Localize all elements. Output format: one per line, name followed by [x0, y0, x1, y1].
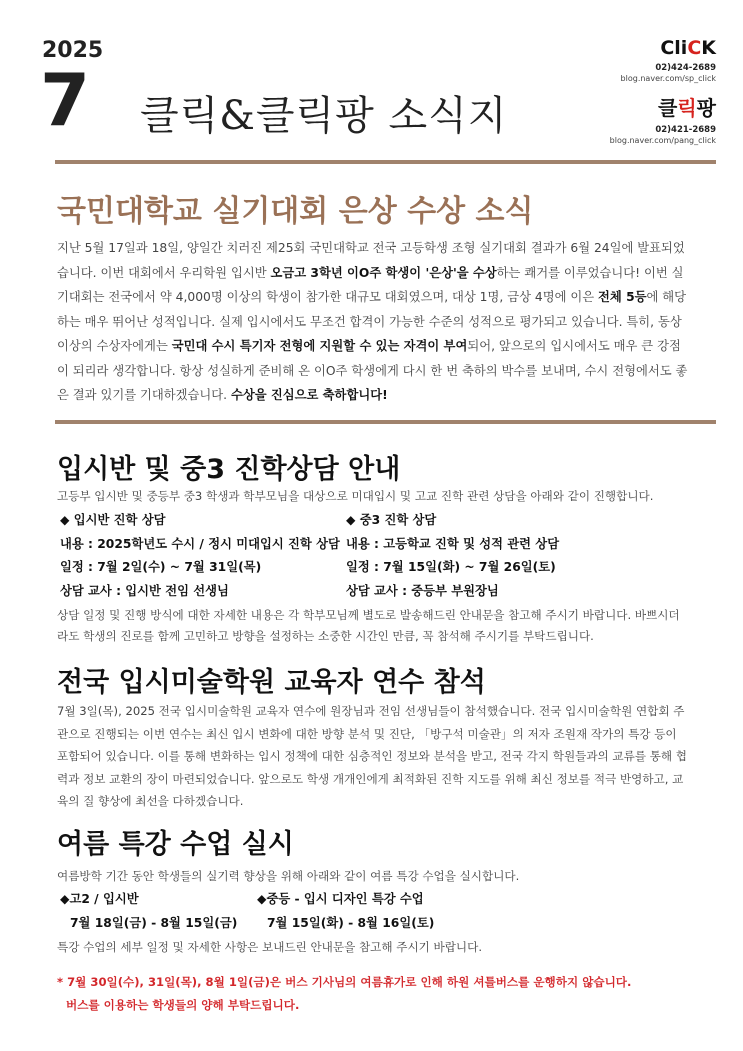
section-title-award: 국민대학교 실기대회 은상 수상 소식 — [57, 194, 534, 229]
counsel-left-schedule: 일정 : 7월 2일(수) ~ 7월 31일(목) — [60, 560, 262, 574]
pang-logo: 클릭팡 — [658, 96, 716, 120]
counsel-left — [60, 509, 340, 603]
year: 2025 — [42, 38, 104, 63]
click-blog-link[interactable]: blog.naver.com/sp_click — [620, 74, 716, 83]
section-title-counsel: 입시반 및 중3 진학상담 안내 — [57, 454, 401, 485]
click-logo: CliCK — [660, 37, 716, 59]
bus-notice-line2: 버스를 이용하는 학생들의 양해 부탁드립니다. — [66, 998, 300, 1012]
counsel-left-heading: ◆ 입시반 진학 상담 — [60, 513, 166, 527]
counsel-right-heading: ◆ 중3 진학 상담 — [346, 513, 437, 527]
bus-notice — [57, 971, 631, 1017]
summer-note: 특강 수업의 세부 일정 및 자세한 사항은 보내드린 안내문을 참고해 주시기 바랍니다. — [57, 940, 483, 954]
counsel-right-content: 내용 : 고등학교 진학 및 성적 관련 상담 — [346, 536, 560, 551]
newsletter-title: 클릭&클릭팡 소식지 — [140, 93, 508, 139]
counsel-note: 상담 일정 및 진행 방식에 대한 자세한 내용은 각 학부모님께 별도로 발송해드린 안내문을 참고해 주시기 바랍니다. 바쁘시더라도 학생의 진로를 함께 고민하고 방향을 설정하는 소중한 시간인 만큼, 꼭 참석해 주시기를 부탁드립니다. — [57, 608, 680, 643]
pang-phone: 02)421-2689 — [655, 125, 716, 135]
training-paragraph: 7월 3일(목), 2025 전국 입시미술학원 교육자 연수에 원장님과 전임 선생님들이 참석했습니다. 전국 입시미술학원 연합회 주관으로 진행되는 이번 연수는 최신 입시 변화에 대한 방향 분석 및 진단, 「방구석 미술관」의 저자 조원재 작가의 특강 등이 포함되어 있습니다. 이를 통해 변화하는 입시 정책에 대한 심층적인 정보와 분석을 받고, 전국 각지 학원들과의 교류를 통해 협력과 정보 교환의 장이 마련되었습니다. 앞으로도 학생 개개인에게 최적화된 진학 지도를 위해 최신 정보를 적극 반영하고, 교육의 질 향상에 최선을 다하겠습니다. — [57, 704, 688, 808]
summer-left-heading: ◆고2 / 입시반 — [60, 892, 139, 906]
section-title-summer: 여름 특강 수업 실시 — [57, 829, 294, 860]
section-title-training: 전국 입시미술학원 교육자 연수 참석 — [57, 667, 486, 698]
counsel-left-teacher: 상담 교사 : 입시반 전임 선생님 — [60, 583, 229, 598]
summer-left-dates: 7월 18일(금) - 8월 15일(금) — [70, 915, 238, 930]
counsel-intro: 고등부 입시반 및 중등부 중3 학생과 학부모님을 대상으로 미대입시 및 고교 진학 관련 상담을 아래와 같이 진행합니다. — [57, 489, 654, 503]
pang-blog-link[interactable]: blog.naver.com/pang_click — [609, 136, 716, 145]
award-paragraph: 지난 5월 17일과 18일, 양일간 치러진 제25회 국민대학교 전국 고등학생 조형 실기대회 결과가 6월 24일에 발표되었습니다. 이번 대회에서 우리학원 입시반 오금고 3학년 이O주 학생이 '은상'을 수상하는 쾌거를 이루었습니다! 이번 실기대회는 전국에서 약 4,000명 이상의 학생이 참가한 대규모 대회였으며, 대상 1명, 금상 4명에 이은 전체 5등에 해당하는 매우 뛰어난 성적입니다. 실제 입시에서도 무조건 합격이 가능한 수준의 성적으로 평가되고 있습니다. 특히, 동상 이상의 수상자에게는 국민대 수시 특기자 전형에 지원할 수 있는 자격이 부여되어, 앞으로의 입시에서도 매우 큰 강점이 되리라 생각합니다. 항상 성실하게 준비해 온 이O주 학생에게 다시 한 번 축하의 박수를 보내며, 수시 전형에서도 좋은 결과 있기를 기대하겠습니다. 수상을 진심으로 축하합니다! — [57, 241, 688, 402]
counsel-left-content: 내용 : 2025학년도 수시 / 정시 미대입시 진학 상담 — [60, 536, 340, 551]
divider — [55, 420, 716, 424]
summer-right-heading: ◆중등 - 입시 디자인 특강 수업 — [257, 892, 424, 906]
summer-right — [257, 888, 434, 935]
month-number: 7 — [40, 58, 91, 142]
click-phone: 02)424-2689 — [655, 63, 716, 73]
divider — [55, 160, 716, 164]
summer-left — [60, 888, 237, 935]
counsel-right — [346, 509, 559, 603]
summer-intro: 여름방학 기간 동안 학생들의 실기력 향상을 위해 아래와 같이 여름 특강 수업을 실시합니다. — [57, 869, 520, 883]
summer-right-dates: 7월 15일(화) - 8월 16일(토) — [267, 915, 435, 930]
bus-notice-line1: * 7월 30일(수), 31일(목), 8월 1일(금)은 버스 기사님의 여름휴가로 인해 하원 셔틀버스를 운행하지 않습니다. — [57, 975, 632, 989]
counsel-right-teacher: 상담 교사 : 중등부 부원장님 — [346, 583, 499, 598]
counsel-right-schedule: 일정 : 7월 15일(화) ~ 7월 26일(토) — [346, 560, 556, 574]
